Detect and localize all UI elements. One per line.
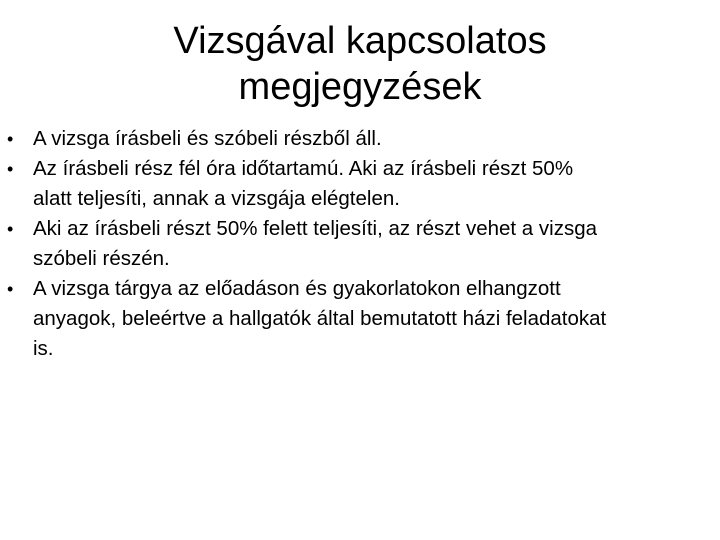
bullet-text-line: szóbeli részén.: [33, 247, 170, 270]
bullet-icon: •: [7, 279, 14, 299]
bullet-text-line: Aki az írásbeli részt 50% felett teljesíti, az részt vehet a vizsga: [33, 217, 597, 240]
slide-title-line: Vizsgával kapcsolatos: [173, 20, 547, 62]
bullet-text: [33, 274, 712, 364]
bullet-item: [0, 214, 712, 274]
bullet-list: [0, 124, 712, 364]
bullet-text: [33, 154, 712, 214]
bullet-item: [0, 154, 712, 214]
slide-title-line: megjegyzések: [238, 66, 482, 108]
bullet-text-line: Az írásbeli rész fél óra időtartamú. Aki az írásbeli részt 50%: [33, 157, 574, 180]
bullet-text-line: A vizsga írásbeli és szóbeli részből áll.: [33, 127, 382, 150]
slide-title: [0, 18, 720, 110]
bullet-item: [0, 274, 712, 364]
bullet-icon: •: [7, 219, 14, 239]
bullet-text: [33, 124, 712, 154]
bullet-icon: •: [7, 129, 14, 149]
bullet-text-line: A vizsga tárgya az előadáson és gyakorlatokon elhangzott: [33, 277, 561, 300]
bullet-text: [33, 214, 712, 274]
bullet-icon: •: [7, 159, 14, 179]
bullet-text-line: alatt teljesíti, annak a vizsgája elégtelen.: [33, 187, 400, 210]
bullet-text-line: anyagok, beleértve a hallgatók által bemutatott házi feladatokat: [33, 307, 607, 330]
bullet-text-line: is.: [33, 337, 54, 360]
bullet-item: [0, 124, 712, 154]
